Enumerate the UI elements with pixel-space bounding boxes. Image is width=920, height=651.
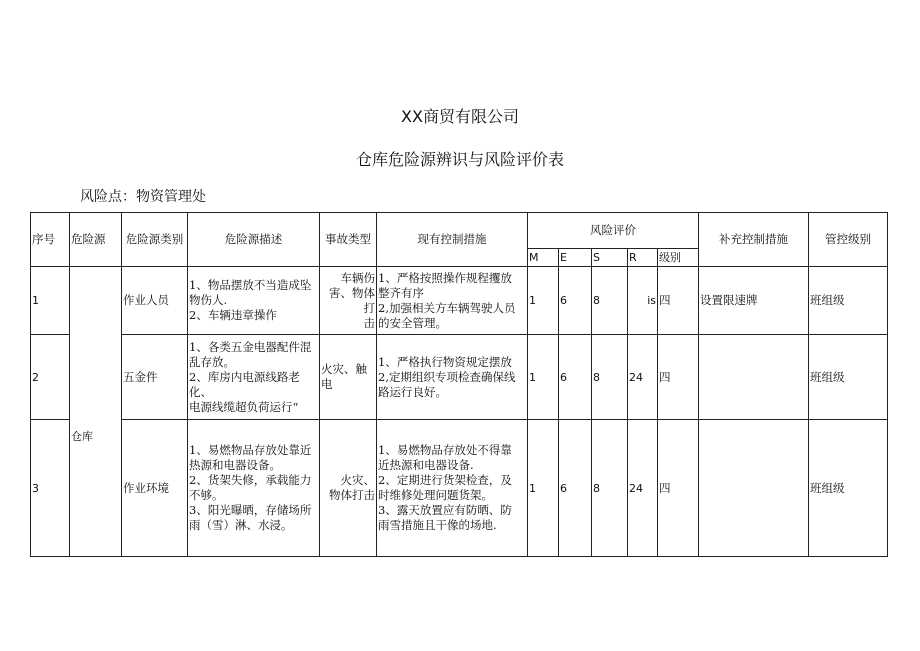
cell-m: 1 — [528, 267, 559, 335]
cell-description-line: 乱存放。 — [189, 354, 235, 369]
document-title: 仓库危险源辨识与风险评价表 — [355, 150, 564, 169]
cell-control-line: 2,加强相关方车辆驾驶人员 — [378, 300, 516, 315]
cell-control-line: 2,定期组织专项检查确保线 — [378, 369, 516, 384]
cell-accident-line: 火灾、触 — [321, 362, 367, 376]
cell-control-line: 雨雪措施且干像的场地. — [378, 518, 497, 532]
cell-category: 作业人员 — [122, 267, 188, 335]
col-header-supplement: 补充控制措施 — [699, 213, 809, 267]
cell-r: is — [628, 267, 658, 335]
cell-control-line: 路运行良好。 — [378, 384, 447, 399]
cell-category: 五金件 — [122, 335, 188, 420]
cell-control-line: 近热源和电器设备. — [378, 458, 474, 472]
cell-control-line: 1、易燃物品存放处不得靠 — [378, 443, 512, 457]
cell-e: 6 — [559, 420, 592, 557]
cell-accident — [320, 420, 377, 557]
col-header-accident: 事故类型 — [320, 213, 377, 267]
cell-description-line: 物伤人. — [189, 293, 228, 307]
cell-level: 班组级 — [809, 420, 888, 557]
col-header-category: 危险源类别 — [122, 213, 188, 267]
table-row — [31, 420, 888, 557]
cell-control — [377, 335, 528, 420]
cell-no: 2 — [31, 335, 70, 420]
sub-header-e: E — [559, 249, 592, 267]
cell-accident-line: 火灾、 — [340, 473, 375, 487]
col-header-control: 现有控制措施 — [377, 213, 528, 267]
sub-header-r: R — [628, 249, 658, 267]
cell-accident-line: 车辆伤 — [340, 270, 375, 285]
cell-accident — [320, 267, 377, 335]
cell-description-line: 雨（雪）淋、水浸。 — [189, 518, 293, 532]
cell-m: 1 — [528, 420, 559, 557]
cell-grade: 四 — [658, 267, 699, 335]
cell-description-line: 不够。 — [189, 488, 224, 502]
cell-s: 8 — [592, 267, 628, 335]
cell-e: 6 — [559, 335, 592, 420]
cell-source: 仓库 — [70, 267, 122, 557]
sub-header-s: S — [592, 249, 628, 267]
cell-description — [188, 420, 320, 557]
col-header-level: 管控级别 — [809, 213, 888, 267]
cell-no: 3 — [31, 420, 70, 557]
cell-description-line: 2、库房内电源线路老化、 — [189, 369, 300, 399]
cell-control — [377, 267, 528, 335]
risk-point-label: 风险点：物资管理处 — [80, 189, 206, 205]
cell-description — [188, 335, 320, 420]
cell-r: 24 — [628, 335, 658, 420]
cell-accident-line: 害、物体打 — [329, 285, 375, 315]
cell-no: 1 — [31, 267, 70, 335]
cell-e: 6 — [559, 267, 592, 335]
cell-description-line: 1、易燃物品存放处靠近 — [189, 443, 312, 457]
cell-control-line: 1、严格执行物资规定摆放 — [378, 354, 512, 369]
cell-m: 1 — [528, 335, 559, 420]
cell-description-line: 3、阳光曝晒，存储场所 — [189, 503, 312, 517]
cell-level: 班组级 — [809, 267, 888, 335]
cell-accident-line: 物体打击 — [329, 488, 375, 502]
col-header-source: 危险源 — [70, 213, 122, 267]
risk-assessment-table — [30, 212, 888, 557]
cell-supplement — [699, 420, 809, 557]
cell-description-line: 2、货架失修，承载能力 — [189, 473, 312, 487]
cell-grade: 四 — [658, 420, 699, 557]
cell-control-line: 3、露天放置应有防晒、防 — [378, 503, 512, 517]
cell-grade: 四 — [658, 335, 699, 420]
cell-supplement: 设置限速牌 — [699, 267, 809, 335]
cell-description-line: 1、各类五金电器配件混 — [189, 339, 312, 354]
col-header-evaluation: 风险评价 — [528, 213, 699, 249]
cell-description — [188, 267, 320, 335]
cell-control-line: 2、定期进行货架检查，及 — [378, 473, 512, 487]
cell-control — [377, 420, 528, 557]
table-row — [31, 335, 888, 420]
cell-control-line: 整齐有序 — [378, 285, 424, 300]
cell-s: 8 — [592, 335, 628, 420]
col-header-description: 危险源描述 — [188, 213, 320, 267]
sub-header-grade: 级别 — [658, 249, 699, 267]
cell-control-line: 时维修处理问题货架。 — [378, 488, 493, 502]
cell-accident — [320, 335, 377, 420]
cell-accident-line: 电 — [321, 377, 333, 391]
cell-description-line: 1、物品摆放不当造成坠 — [189, 278, 312, 292]
cell-accident-line: 击 — [363, 315, 375, 330]
cell-level: 班组级 — [809, 335, 888, 420]
table-row — [31, 267, 888, 335]
cell-description-line: 热源和电器设备。 — [189, 458, 281, 472]
cell-description-line: 2、车辆违章操作 — [189, 308, 277, 322]
cell-r: 24 — [628, 420, 658, 557]
cell-control-line: 1、严格按照操作规程攫放 — [378, 270, 512, 285]
cell-s: 8 — [592, 420, 628, 557]
cell-description-line: 电源线缆超负荷运行“ — [189, 399, 299, 414]
company-name: XX商贸有限公司 — [401, 107, 519, 126]
cell-control-line: 的安全管理。 — [378, 315, 447, 330]
cell-supplement — [699, 335, 809, 420]
col-header-no: 序号 — [31, 213, 70, 267]
cell-category: 作业环境 — [122, 420, 188, 557]
table-header-row — [31, 213, 888, 249]
sub-header-m: M — [528, 249, 559, 267]
